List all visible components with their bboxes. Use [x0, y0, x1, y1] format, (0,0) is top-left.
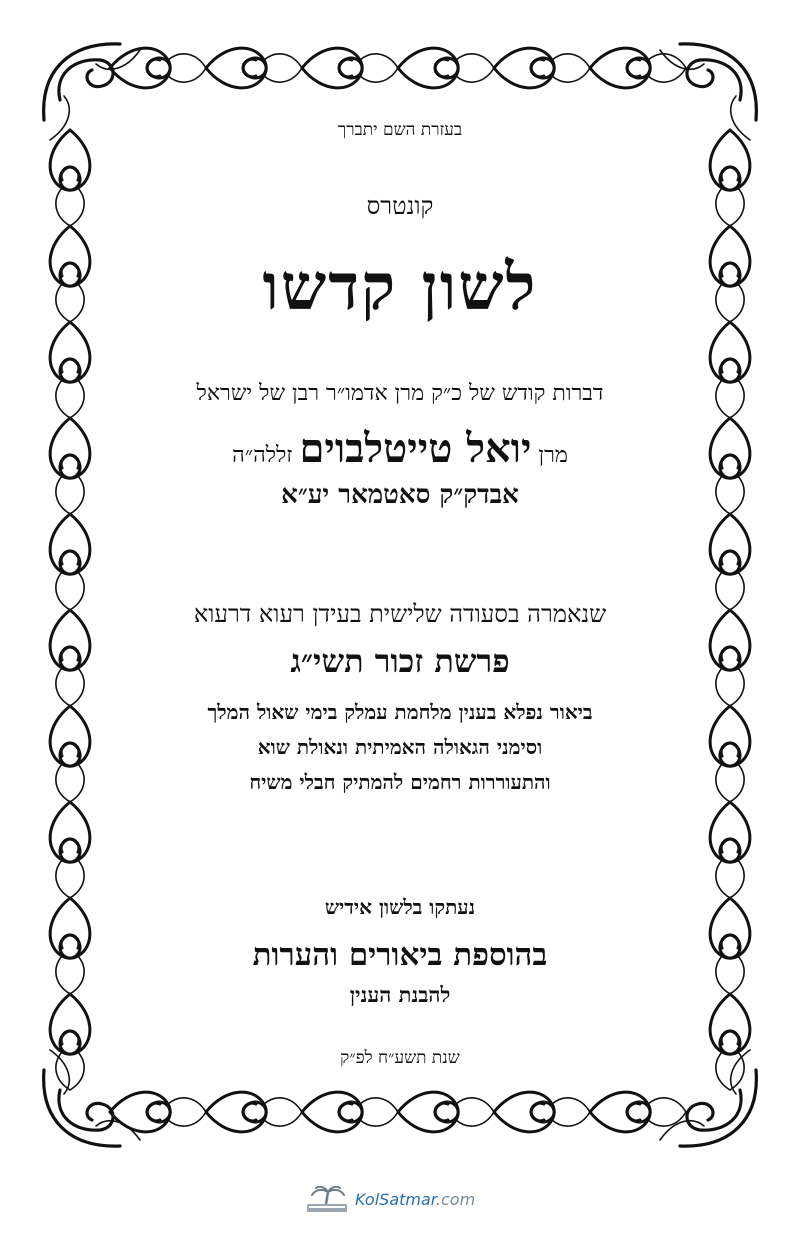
- title-page-content: [110, 0, 690, 1237]
- understanding-line: להבנת הענין: [349, 982, 451, 1007]
- description-line-2: וסימני הגאולה האמיתית ונאולת שוא: [257, 735, 543, 759]
- frame-right-border: [710, 130, 750, 1090]
- maran-label: מרן: [538, 443, 568, 468]
- watermark-brand: KolSatmar: [355, 1190, 436, 1209]
- author-name: יואל טייטלבוים: [299, 425, 532, 472]
- zlh-label: זללה״ה: [232, 443, 293, 468]
- occasion-line: שנאמרה בסעודה שלישית בעידן רעוא דרעוא: [193, 600, 607, 628]
- author-name-line: [110, 425, 690, 472]
- av-beis-din-line: אבדק״ק סאטמאר יע״א: [281, 480, 519, 510]
- watermark-tld: .com: [435, 1190, 476, 1209]
- book-title: לשון קדשו: [262, 250, 538, 325]
- divrei-line: דברות קודש של כ״ק מרן אדמו״ר רבן של ישראל: [196, 381, 604, 406]
- watermark-text: [355, 1190, 475, 1209]
- palm-tree-icon: [305, 1186, 349, 1214]
- kuntres-label: קונטרס: [366, 192, 434, 220]
- frame-left-border: [50, 130, 90, 1090]
- translation-line: נעתקו בלשון אידיש: [324, 895, 476, 919]
- parsha-title: פרשת זכור תשי״ג: [290, 642, 510, 680]
- kolsatmar-watermark: [305, 1186, 505, 1212]
- additions-title: בהוספת ביאורים והערות: [252, 937, 548, 973]
- publication-year: שנת תשע״ח לפ״ק: [340, 1048, 460, 1068]
- description-line-1: ביאור נפלא בענין מלחמת עמלק בימי שאול המלך: [207, 700, 593, 724]
- blessing-header: בעזרת השם יתברך: [337, 120, 463, 140]
- description-line-3: והתעוררות רחמים להמתיק חבלי משיח: [249, 770, 551, 794]
